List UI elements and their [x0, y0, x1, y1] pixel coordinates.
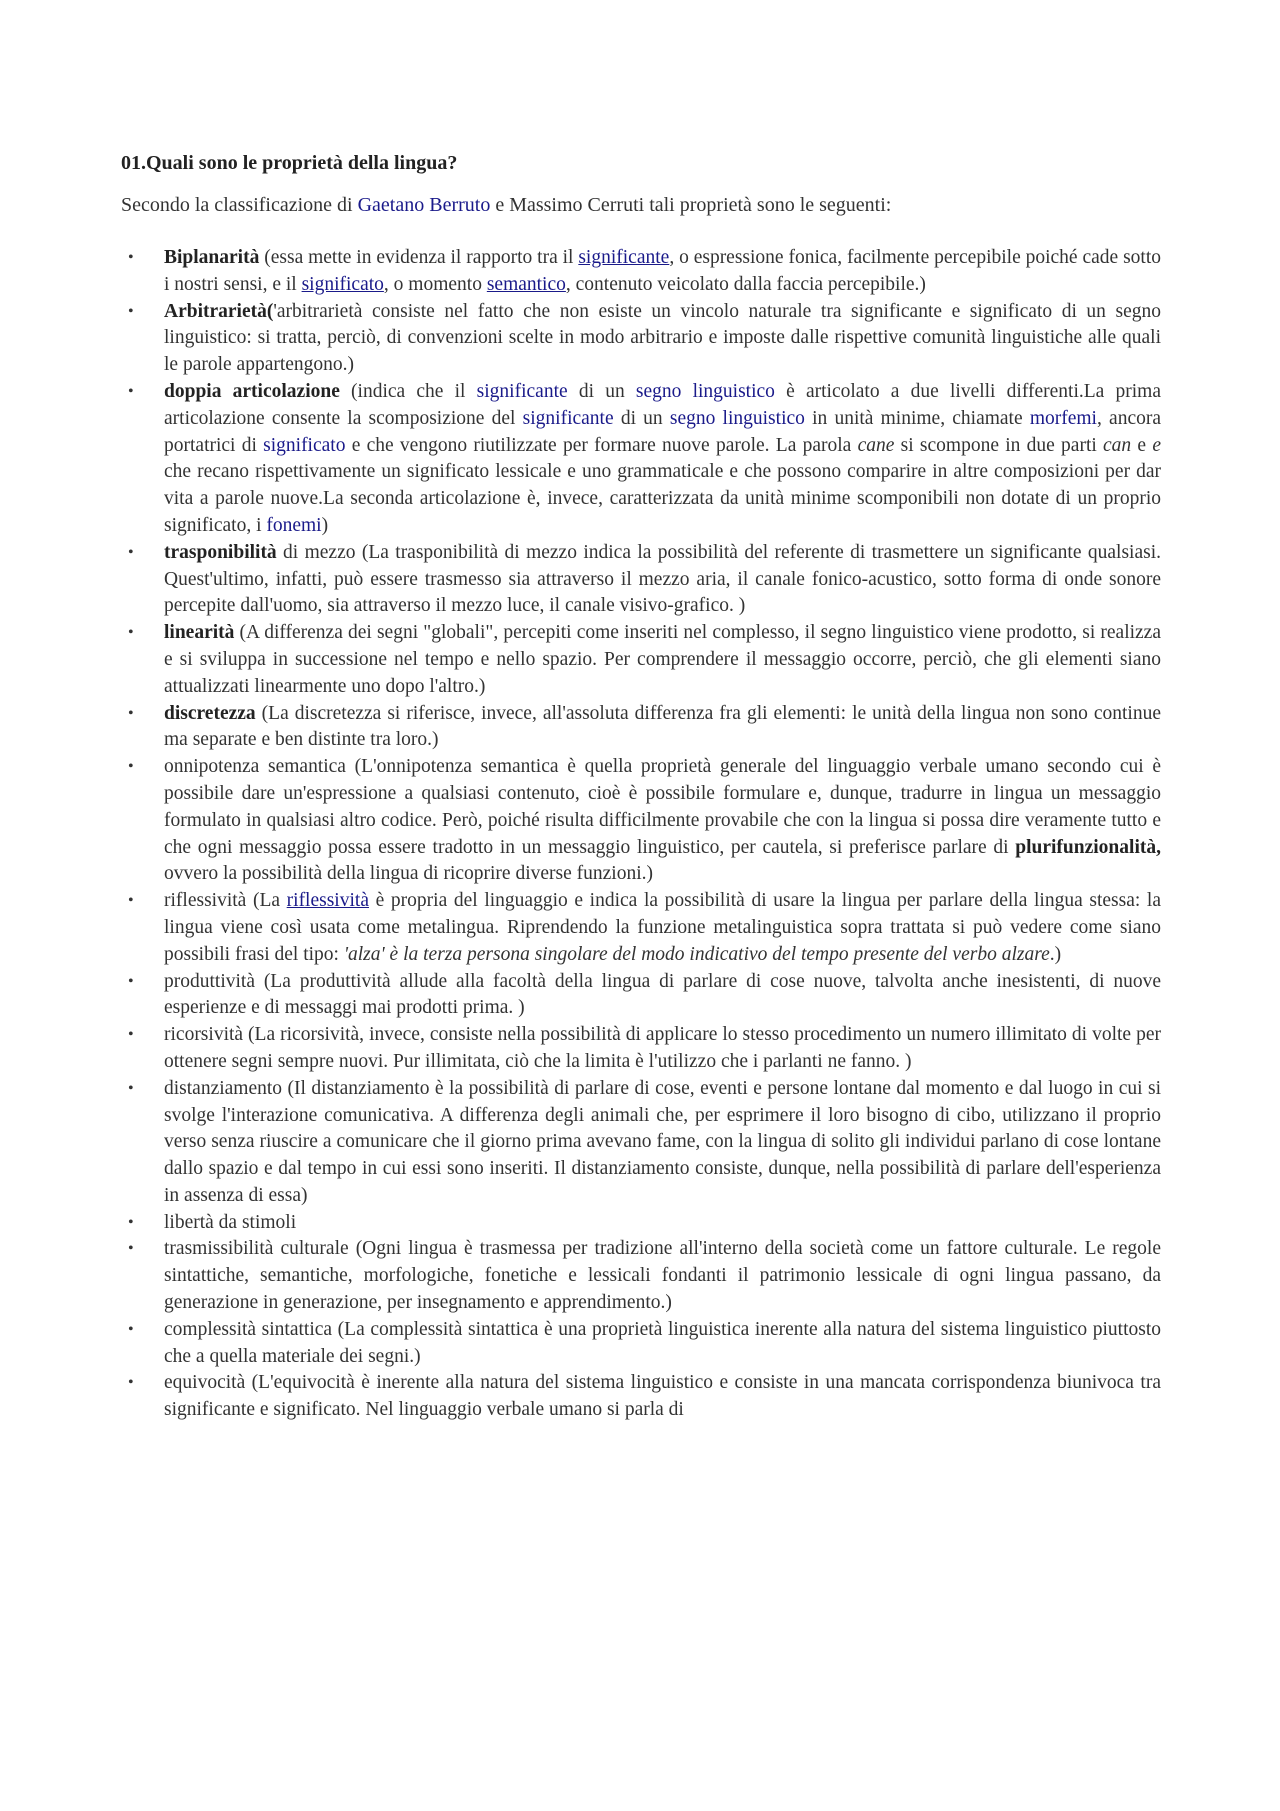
item-text: ovvero la possibilità della lingua di ricoprire diverse funzioni.): [164, 863, 653, 885]
item-text: 'arbitrarietà consiste nel fatto che non esiste un vincolo naturale tra significante e significato di un segno linguistico: si tratta, perciò, di convenzioni scelte in modo arbitrario e imposte dalle rispettive comunità linguistiche alle quali le parole appartengono.): [164, 300, 1161, 376]
link-segno-linguistico[interactable]: segno linguistico: [669, 407, 805, 429]
item-text: in unità minime, chiamate: [804, 407, 1030, 429]
item-text: di un: [567, 380, 636, 402]
term: trasponibilità: [164, 541, 277, 563]
item-text: onnipotenza semantica (L'onnipotenza semantica è quella proprietà generale del linguaggio verbale umano secondo cui è possibile dare un'espressione a qualsiasi contenuto, cioè è possibile formulare e, dunque, tradurre in lingua un messaggio formulato in qualsiasi altro codice. Però, poiché risulta difficilmente provabile che con la lingua si possa dire veramente tutto e che ogni messaggio possa essere tradotto in un messaggio linguistico, per cautela, si preferisce parlare di: [164, 756, 1161, 858]
link-significante[interactable]: significante: [578, 247, 670, 268]
list-item-onnipotenza-semantica: [121, 754, 1161, 888]
bullet-icon: •: [128, 302, 134, 320]
bullet-icon: •: [128, 758, 134, 776]
bullet-icon: •: [128, 382, 134, 400]
term: Biplanarità: [164, 247, 260, 268]
link-significante[interactable]: significante: [522, 407, 614, 429]
list-item-trasponibilita: [121, 540, 1161, 620]
list-item-distanziamento: [121, 1076, 1161, 1210]
item-text: si scompone in due parti: [894, 434, 1104, 456]
italic-word: can: [1103, 434, 1132, 456]
item-text: di mezzo (La trasponibilità di mezzo indica la possibilità del referente di trasmettere un significante qualsiasi. Quest'ultimo, infatti, può essere trasmesso sia attraverso il mezzo aria, il canale fonico-acustico, sotto forma di onde sonore percepite dall'uomo, sia attraverso il mezzo luce, il canale visivo-grafico. ): [164, 541, 1161, 617]
list-item-trasmissibilita: [121, 1236, 1161, 1316]
link-semantico[interactable]: semantico: [486, 273, 566, 295]
list-item-ricorsivita: [121, 1022, 1161, 1076]
list-item-equivocita: [121, 1370, 1161, 1424]
bullet-icon: •: [128, 624, 134, 642]
term: plurifunzionalità,: [1015, 836, 1161, 858]
properties-list: [121, 245, 1161, 1424]
bullet-icon: •: [128, 1026, 134, 1044]
item-text: riflessività (La: [164, 890, 287, 912]
bullet-icon: •: [128, 892, 134, 910]
term: doppia articolazione: [164, 380, 340, 402]
intro-text: e Massimo Cerruti tali proprietà sono le seguenti:: [490, 194, 892, 216]
list-item-linearita: [121, 620, 1161, 700]
italic-word: e: [1152, 434, 1161, 456]
bullet-icon: •: [128, 249, 134, 266]
item-text: , contenuto veicolato dalla faccia percepibile.): [565, 273, 926, 295]
item-text: equivocità (L'equivocità è inerente alla natura del sistema linguistico e consiste in una mancata corrispondenza biunivoca tra significante e significato. Nel linguaggio verbale umano si parla di: [164, 1372, 1161, 1421]
link-significante[interactable]: significante: [476, 380, 568, 402]
link-segno-linguistico[interactable]: segno linguistico: [635, 380, 775, 402]
list-item-produttivita: [121, 969, 1161, 1023]
item-text: (essa mette in evidenza il rapporto tra il: [259, 247, 579, 268]
term: linearità: [164, 622, 235, 644]
item-text: , o espressione fonica, facilmente percepibile poiché cade sotto i nostri sensi, e il: [164, 247, 1161, 295]
term: Arbitrarietà(: [164, 300, 274, 322]
bullet-icon: •: [128, 1320, 134, 1338]
item-text: trasmissibilità culturale (Ogni lingua è trasmessa per tradizione all'interno della società come un fattore culturale. Le regole sintattiche, semantiche, morfologiche, fonetiche e lessicali fondanti il patrimonio lessicale di ogni lingua passano, da generazione in generazione, per insegnamento e apprendimento.): [164, 1238, 1161, 1314]
link-morfemi[interactable]: morfemi: [1029, 407, 1097, 429]
link-significato[interactable]: significato: [263, 434, 346, 456]
link-gaetano-berruto[interactable]: Gaetano Berruto: [357, 194, 491, 216]
term: discretezza: [164, 702, 256, 724]
item-text: ): [321, 514, 329, 536]
list-item-discretezza: [121, 701, 1161, 755]
bullet-icon: •: [128, 1240, 134, 1258]
bullet-icon: •: [128, 972, 134, 990]
link-significato[interactable]: significato: [301, 273, 384, 295]
list-item-biplanarita: [121, 245, 1161, 299]
bullet-icon: •: [128, 1213, 134, 1231]
item-text: che recano rispettivamente un significato lessicale e uno grammaticale e che possono comparire in altre composizioni per dar vita a parole nuove.La seconda articolazione è, invece, caratterizzata da unità minime scomponibili non dotate di un proprio significato, i: [164, 461, 1161, 536]
bullet-icon: •: [128, 704, 134, 722]
item-text: complessità sintattica (La complessità sintattica è una proprietà linguistica inerente alla natura del sistema linguistico piuttosto che a quella materiale dei segni.): [164, 1318, 1161, 1367]
intro-paragraph: [121, 192, 1161, 219]
list-item-liberta-da-stimoli: [121, 1210, 1161, 1237]
item-text: è articolato a due livelli differenti.La prima articolazione consente la scomposizione del: [164, 380, 1161, 429]
bullet-icon: •: [128, 1079, 134, 1097]
italic-example: 'alza' è la terza persona singolare del modo indicativo del tempo presente del verbo alzare: [343, 943, 1050, 965]
item-text: di un: [613, 407, 670, 429]
italic-word: cane: [857, 434, 895, 456]
item-text: (A differenza dei segni "globali", percepiti come inseriti nel complesso, il segno linguistico viene prodotto, si realizza e si sviluppa in successione nel tempo e nello spazio. Per comprendere il messaggio occorre, perciò, che gli elementi siano attualizzati linearmente uno dopo l'altro.): [164, 622, 1161, 697]
item-text: libertà da stimoli: [164, 1211, 297, 1233]
bullet-icon: •: [128, 1374, 134, 1392]
page-title: 01.Quali sono le proprietà della lingua?: [121, 152, 458, 174]
item-text: è propria del linguaggio e indica la possibilità di usare la lingua per parlare della lingua stessa: la lingua viene così usata come metalingua. Riprendendo la funzione metalinguistica sopra trattata si può vedere come siano possibili frasi del tipo:: [164, 890, 1161, 965]
bullet-icon: •: [128, 543, 134, 561]
list-item-doppia-articolazione: [121, 379, 1161, 540]
list-item-arbitrarieta: [121, 299, 1161, 379]
item-text: distanziamento (Il distanziamento è la possibilità di parlare di cose, eventi e persone lontane dal momento e dal luogo in cui si svolge l'interazione comunicativa. A differenza degli animali che, per esprimere il loro bisogno di cibo, utilizzano il proprio verso senza riuscire a comunicare che il giorno prima avevano fame, con la lingua di solito gli individui parlano di cose lontane dallo spazio e dal tempo in cui essi sono inseriti. Il distanziamento consiste, dunque, nella possibilità di parlare dell'esperienza in assenza di essa): [164, 1077, 1161, 1206]
link-riflessivita[interactable]: riflessività: [286, 890, 369, 912]
item-text: produttività (La produttività allude alla facoltà della lingua di parlare di cose nuove, talvolta anche inesistenti, di nuove esperienze e di messaggi mai prodotti prima. ): [164, 970, 1161, 1019]
list-item-riflessivita: [121, 888, 1161, 968]
document-content: [121, 150, 1161, 1424]
item-text: .): [1049, 943, 1062, 965]
item-text: , ancora portatrici di: [164, 407, 1162, 456]
item-text: e: [1131, 434, 1153, 456]
item-text: (La discretezza si riferisce, invece, all'assoluta differenza fra gli elementi: le unità della lingua non sono continue ma separate e ben distinte tra loro.): [164, 702, 1161, 751]
item-text: , o momento: [383, 273, 487, 295]
list-item-complessita-sintattica: [121, 1317, 1161, 1371]
item-text: (indica che il: [339, 380, 477, 402]
item-text: ricorsività (La ricorsività, invece, consiste nella possibilità di applicare lo stesso procedimento un numero illimitato di volte per ottenere segni sempre nuovi. Pur illimitata, ciò che la limita è l'utilizzo che i parlanti ne fanno. ): [164, 1024, 1161, 1072]
intro-text: Secondo la classificazione di: [121, 194, 358, 216]
link-fonemi[interactable]: fonemi: [266, 514, 322, 536]
item-text: e che vengono riutilizzate per formare nuove parole. La parola: [345, 434, 858, 456]
